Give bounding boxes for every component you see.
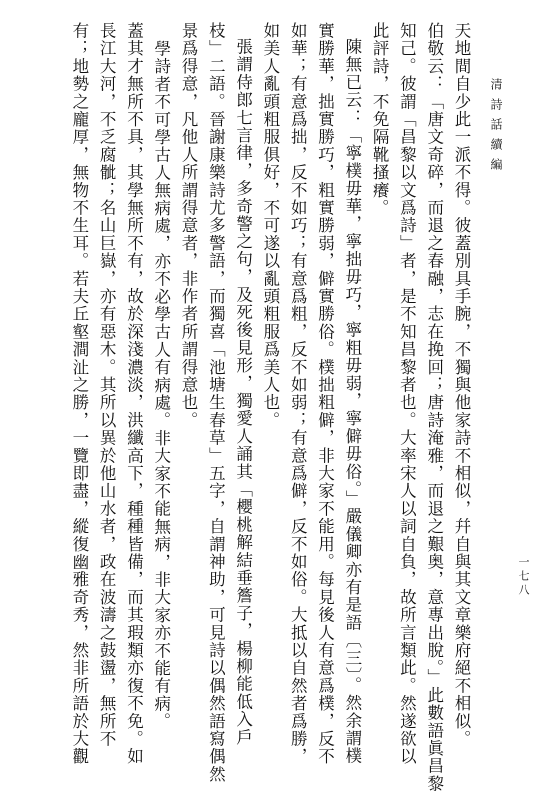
text-column: 伯敬云：「唐文奇碎，而退之春融，志在挽回；唐詩淹雅，而退之艱奥，意專出脫。」此數語眞昌黎 xyxy=(424,22,444,793)
text-column: 有；地勢之龐厚，無物不生耳。若夫丘壑澗沚之勝，一覽即盡，縱復幽雅奇秀，然非所語於大觀 xyxy=(69,22,89,766)
text-column: 張謂侍郎七言律，多奇警之句，及死後見形，獨愛人誦其「櫻桃解結垂簷子，楊柳能低入戶 xyxy=(233,38,253,746)
text-column: 知己。彼謂「昌黎以文爲詩」者，是不知昌黎者也。大率宋人以詞自負，故所言類此。然遂欲以 xyxy=(397,22,417,766)
body-text xyxy=(66,22,475,793)
text-column: 陳無已云：「寧樸毋華，寧拙毋巧，寧粗毋弱，寧僻毋俗。」嚴儀卿亦有是語〔三〕。然余謂樸 xyxy=(342,38,362,765)
text-column: 如華；有意爲拙，反不如巧；有意爲粗，反不如弱；有意爲僻，反不如俗。大抵以自然者爲勝， xyxy=(288,22,308,766)
page-number: 一七八 xyxy=(517,556,530,598)
text-column: 學詩者不可學古人無病處，亦不必學古人有病處。非大家不能無病，非大家亦不能有病。 xyxy=(151,40,171,731)
text-column: 實勝華，拙實勝巧，粗實勝弱，僻實勝俗。樸拙粗僻，非大家不能用。每見後人有意爲樸，反不 xyxy=(315,22,335,766)
text-column: 此評詩，不免隔靴搔癢。 xyxy=(370,22,390,217)
text-column: 枝」二語。晉謝康樂詩尤多警語，而獨喜「池塘生春草」五字，自謂神助，可見詩以偶然語寫偶然 xyxy=(206,22,226,784)
text-column: 景爲得意，凡他人所謂得意者，非作者所謂得意也。 xyxy=(179,22,199,430)
text-column: 天地間自少此一派不得。彼蓋別具手腕，不獨與他家詩不相似，幷自與其文章樂府絕不相似。 xyxy=(452,22,471,748)
text-column: 蓋其才無所不具，其學無所不有，故於深淺濃淡，洪纖高下，種種皆備，而其瑕類亦復不免。如 xyxy=(124,22,144,766)
running-title: 清詩話續編 xyxy=(489,78,503,178)
text-column: 長江大河，不乏腐骴；名山巨嶽，亦有惡木。其所以異於他山水者，政在波濤之鼓盪，無所不 xyxy=(97,22,117,748)
text-column: 如美人亂頭粗服俱好，不可遂以亂頭粗服爲美人也。 xyxy=(260,22,280,430)
